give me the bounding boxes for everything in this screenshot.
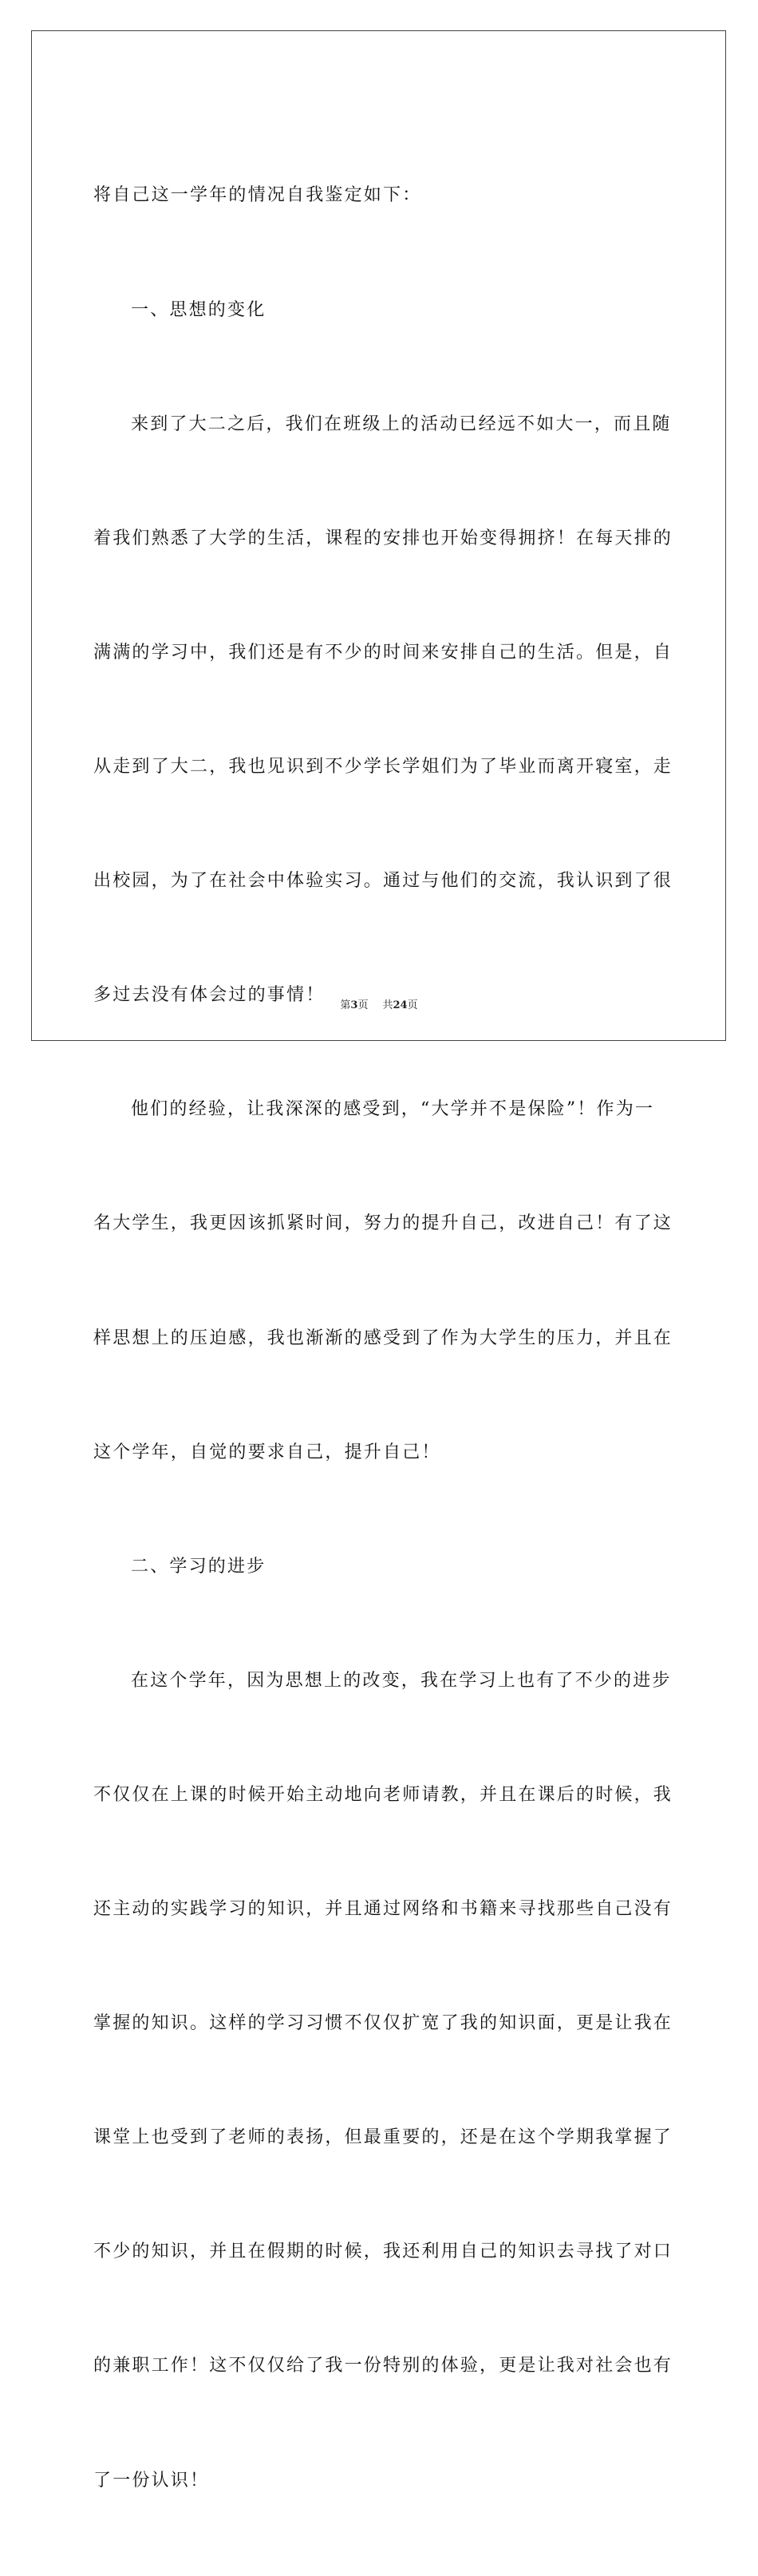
- text-line-4: 着我们熟悉了大学的生活，课程的安排也开始变得拥挤！在每天排的: [93, 528, 673, 548]
- section-heading-study: 二、学习的进步: [131, 1556, 266, 1577]
- text-line-17: 掌握的知识。这样的学习习惯不仅仅扩宽了我的知识面，更是让我在: [93, 2013, 673, 2034]
- page-prefix: 第: [340, 999, 351, 1011]
- text-line-18: 课堂上也受到了老师的表扬，但最重要的，还是在这个学期我掌握了: [93, 2127, 673, 2148]
- page-suffix: 页: [357, 999, 369, 1011]
- text-line-14: 在这个学年，因为思想上的改变，我在学习上也有了不少的进步: [131, 1670, 672, 1691]
- text-line-11: 样思想上的压迫感，我也渐渐的感受到了作为大学生的压力，并且在: [93, 1328, 673, 1348]
- text-line-8: 多过去没有体会过的事情！: [93, 985, 326, 1006]
- total-prefix: 共: [382, 999, 393, 1011]
- text-line-19: 不少的知识，并且在假期的时候，我还利用自己的知识去寻找了对口: [93, 2242, 673, 2262]
- page-number: 3: [350, 999, 358, 1011]
- section-heading-thought: 一、思想的变化: [131, 299, 266, 320]
- text-line-10: 名大学生，我更因该抓紧时间，努力的提升自己，改进自己！有了这: [93, 1213, 673, 1234]
- text-line-1: 将自己这一学年的情况自我鉴定如下：: [93, 185, 422, 206]
- total-suffix: 页: [407, 999, 418, 1011]
- page-number-label: [340, 996, 368, 1011]
- page-footer: [0, 996, 758, 1011]
- document-body: [93, 101, 673, 2576]
- text-line-12: 这个学年，自觉的要求自己，提升自己！: [93, 1442, 441, 1462]
- text-line-20: 的兼职工作！这不仅仅给了我一份特别的体验，更是让我对社会也有: [93, 2356, 673, 2376]
- text-line-7: 出校园，为了在社会中体验实习。通过与他们的交流，我认识到了很: [93, 871, 673, 892]
- text-line-6: 从走到了大二，我也见识到不少学长学姐们为了毕业而离开寝室，走: [93, 756, 673, 777]
- text-line-3: 来到了大二之后，我们在班级上的活动已经远不如大一，而且随: [131, 414, 672, 434]
- document-text: [93, 101, 673, 2576]
- text-line-5: 满满的学习中，我们还是有不少的时间来安排自己的生活。但是，自: [93, 642, 673, 663]
- text-line-15: 不仅仅在上课的时候开始主动地向老师请教，并且在课后的时候，我: [93, 1784, 673, 1805]
- total-pages-label: [382, 996, 417, 1011]
- total-pages: 24: [393, 999, 408, 1011]
- text-line-9: 他们的经验，让我深深的感受到，“大学并不是保险”！作为一: [131, 1099, 655, 1120]
- text-line-16: 还主动的实践学习的知识，并且通过网络和书籍来寻找那些自己没有: [93, 1899, 673, 1920]
- text-line-21: 了一份认识！: [93, 2470, 210, 2491]
